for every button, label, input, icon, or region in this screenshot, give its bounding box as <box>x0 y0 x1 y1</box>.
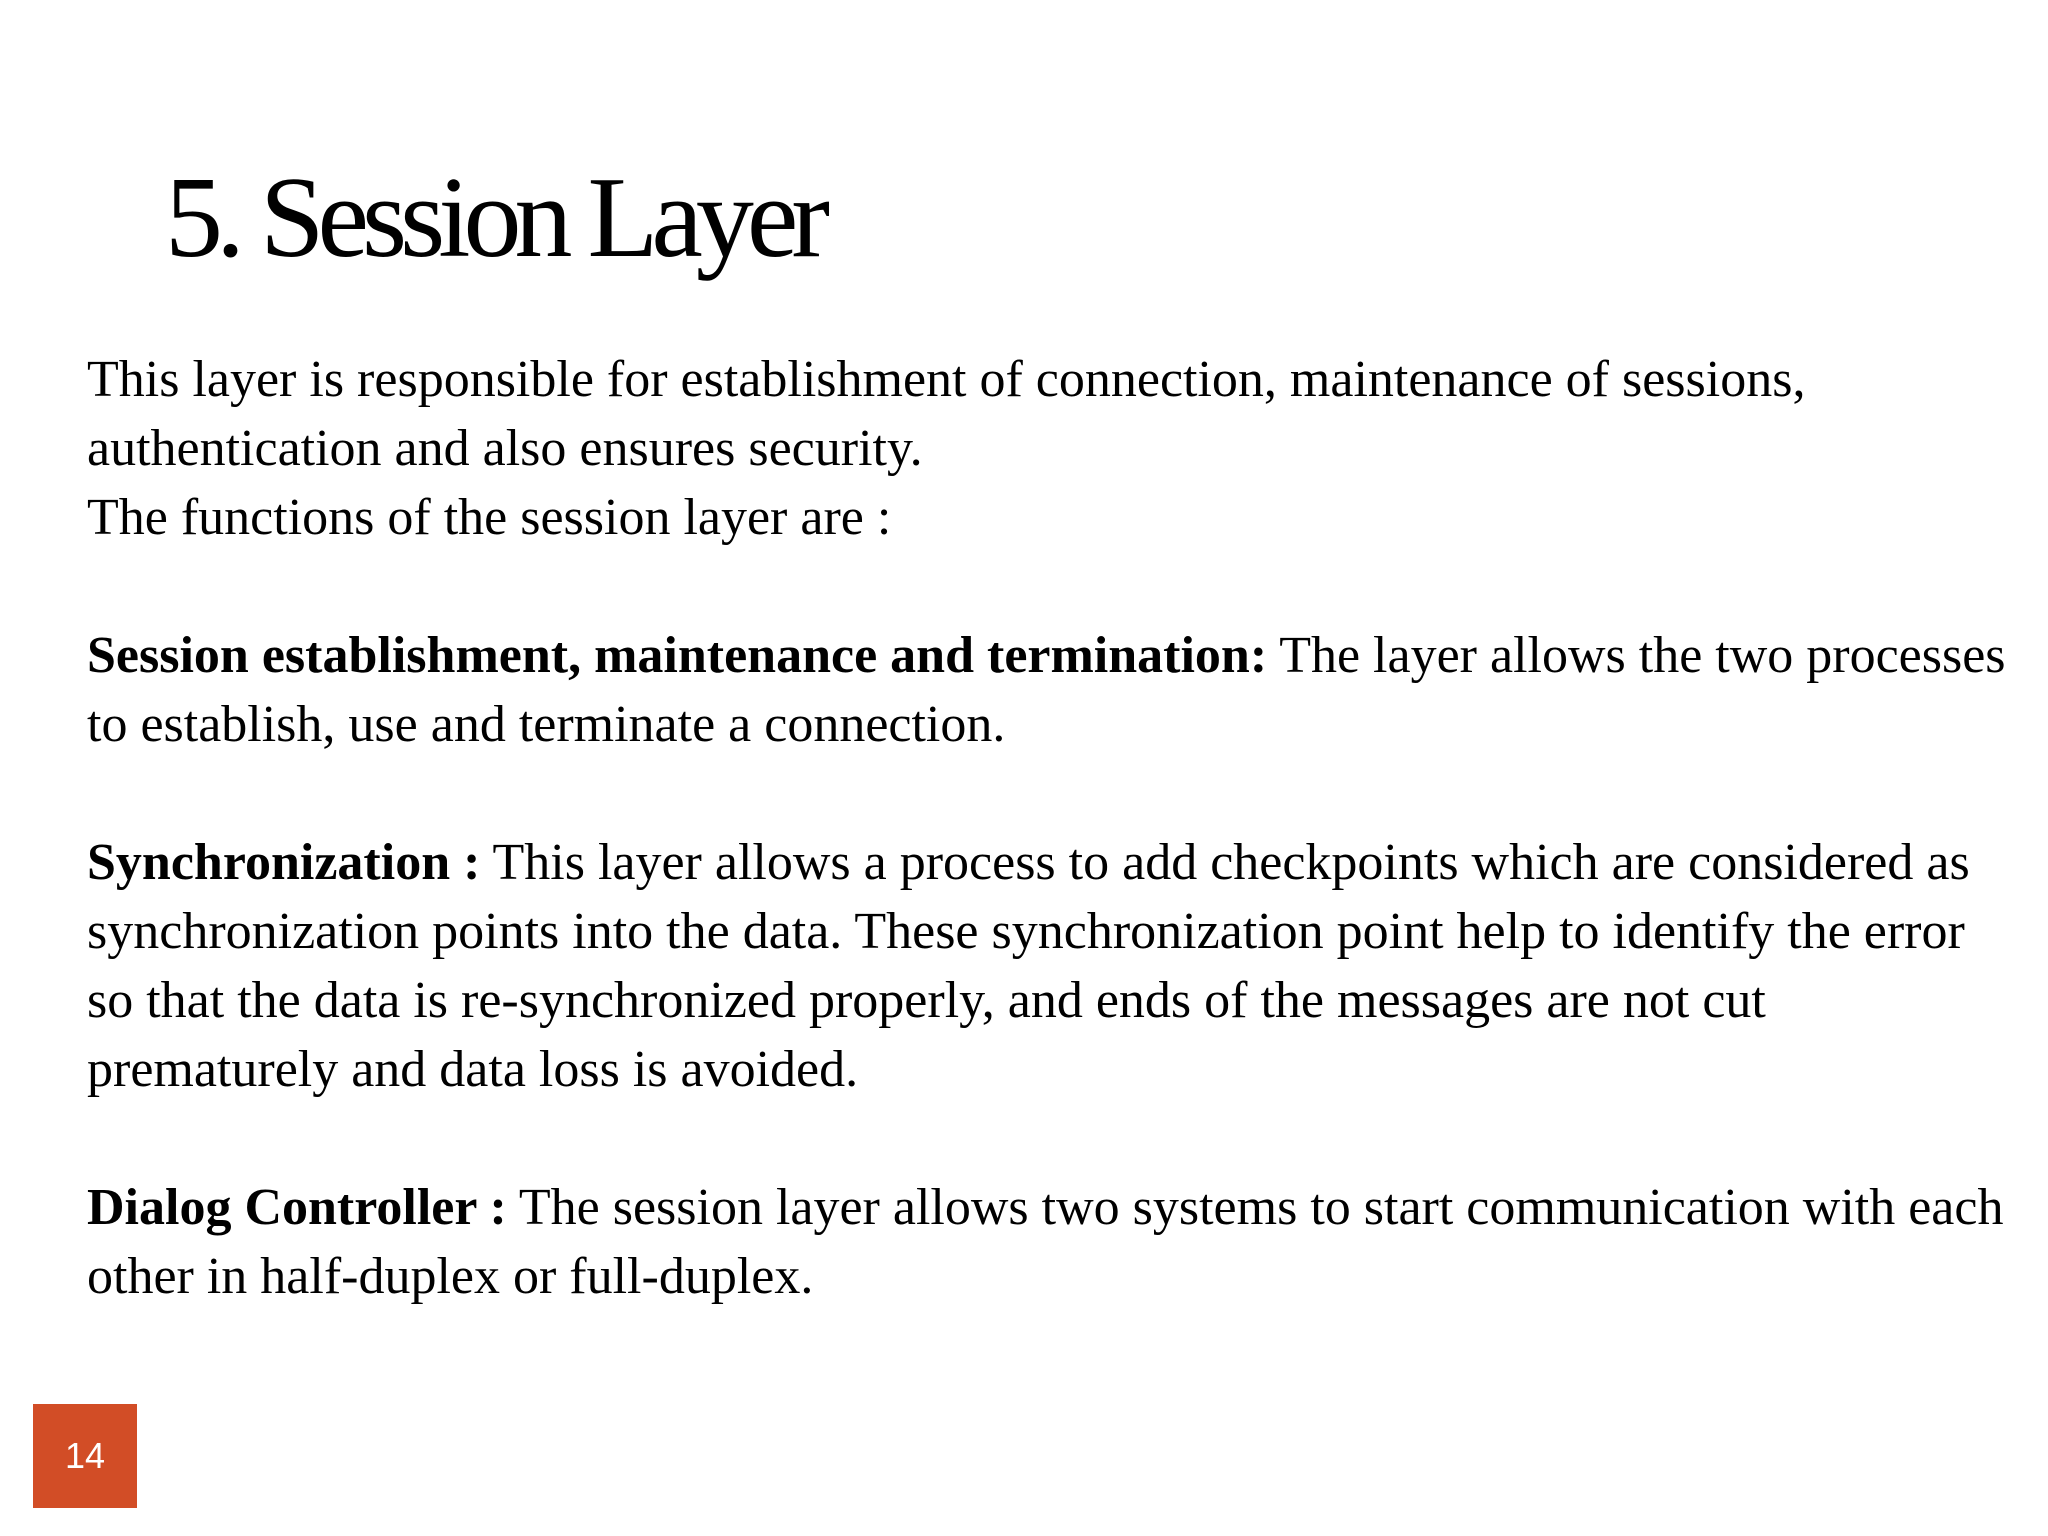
slide-title: 5. Session Layer <box>165 154 823 282</box>
spacer <box>87 1104 2017 1173</box>
functions-lead-in: The functions of the session layer are : <box>87 489 892 546</box>
function-description: This layer allows a process to add checkpoints which are considered as synchronization points into the data. These synchronization point help to identify the error so that the data is re-synchronized properly, and ends of the messages are not cut prematurely and data loss is avoided. <box>87 834 1970 1098</box>
page-number: 14 <box>64 1435 106 1476</box>
function-description: The layer allows the two processes to establish, use and terminate a connection. <box>87 627 2006 753</box>
function-item <box>87 828 2017 1104</box>
spacer <box>87 552 2017 621</box>
function-term: Dialog Controller : <box>87 1179 507 1236</box>
function-term: Session establishment, maintenance and termination: <box>87 627 1268 684</box>
intro-paragraph: This layer is responsible for establishment of connection, maintenance of sessions, authentication and also ensures security. <box>87 351 1806 477</box>
function-item <box>87 621 2017 759</box>
function-item <box>87 1173 2017 1311</box>
page-number-badge <box>33 1404 137 1508</box>
function-term: Synchronization : <box>87 834 481 891</box>
spacer <box>87 759 2017 828</box>
slide-body <box>87 345 2017 1311</box>
function-description: The session layer allows two systems to start communication with each other in half-duplex or full-duplex. <box>87 1179 2004 1305</box>
